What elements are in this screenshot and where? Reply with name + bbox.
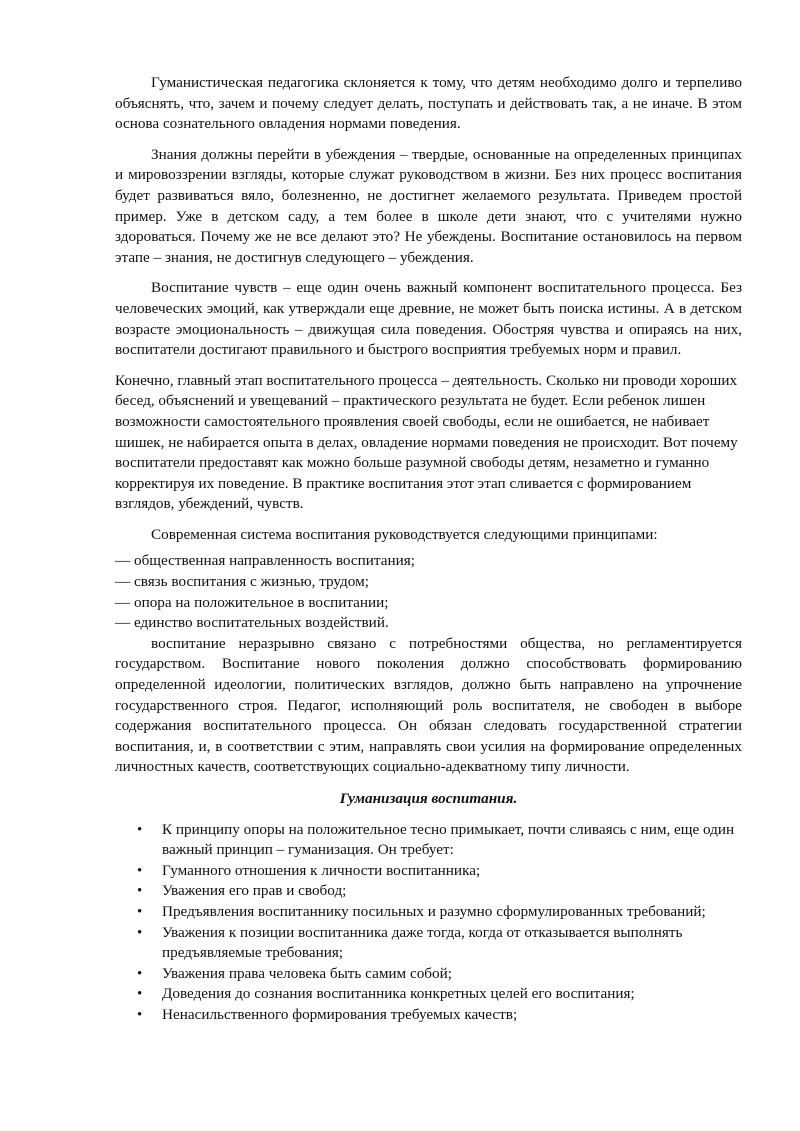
list-item bbox=[115, 820, 742, 861]
principles-intro: Современная система воспитания руководствуется следующими принципами: bbox=[151, 525, 658, 543]
list-item: — общественная направленность воспитания; bbox=[115, 552, 415, 570]
section-heading: Гуманизация воспитания. bbox=[339, 790, 518, 807]
list-item-text: Уважения права человека быть самим собой; bbox=[162, 964, 452, 982]
list-item bbox=[115, 964, 742, 985]
list-item: — единство воспитательных воздействий. bbox=[115, 614, 389, 632]
list-item bbox=[115, 902, 742, 923]
paragraph-humanistic-pedagogy: Гуманистическая педагогика склоняется к тому, что детям необходимо долго и терпеливо объяснять, что, зачем и почему следует делать, поступать и действовать так, а не иначе. В этом основа сознательного овладения нормами поведения. bbox=[115, 74, 742, 133]
bullet-icon: • bbox=[137, 924, 143, 941]
bullet-icon: • bbox=[137, 883, 143, 900]
list-item-text: Предъявления воспитаннику посильных и разумно сформулированных требований; bbox=[162, 902, 706, 920]
bullet-icon: • bbox=[137, 965, 143, 982]
bullet-icon: • bbox=[137, 821, 143, 838]
list-item-text: Ненасильственного формирования требуемых качеств; bbox=[162, 1005, 518, 1023]
paragraph-education-of-feelings: Воспитание чувств – еще один очень важный компонент воспитательного процесса. Без человеческих эмоций, как утверждали еще древние, не может быть поиска истины. А в детском возрасте эмоциональность – движущая сила поведения. Обостряя чувства и опираясь на них, воспитатели достигают правильного и быстрого восприятия требуемых норм и правил. bbox=[115, 279, 742, 359]
list-item bbox=[115, 881, 742, 902]
list-item bbox=[115, 923, 742, 964]
list-item bbox=[115, 861, 742, 882]
list-item bbox=[115, 1005, 742, 1026]
bullet-icon: • bbox=[137, 903, 143, 920]
list-item-text: Доведения до сознания воспитанника конкретных целей его воспитания; bbox=[162, 985, 635, 1003]
list-item-text: Гуманного отношения к личности воспитанника; bbox=[162, 861, 481, 879]
list-item: — опора на положительное в воспитании; bbox=[115, 593, 389, 611]
humanization-list bbox=[115, 820, 742, 1026]
list-item: — связь воспитания с жизнью, трудом; bbox=[115, 573, 369, 591]
list-item-text: Уважения к позиции воспитанника даже тогда, когда от отказывается выполнять предъявляемые требования; bbox=[162, 923, 683, 962]
list-item-text: К принципу опоры на положительное тесно примыкает, почти сливаясь с ним, еще один важный принцип – гуманизация. Он требует: bbox=[162, 820, 735, 859]
bullet-icon: • bbox=[137, 1006, 143, 1023]
list-item-text: Уважения его прав и свобод; bbox=[162, 882, 347, 900]
paragraph-knowledge-beliefs: Знания должны перейти в убеждения – твердые, основанные на определенных принципах и мировоззрении взгляды, которые служат руководством в жизни. Без них процесс воспитания будет развиваться вяло, болезненно, не достигнет желаемого результата. Приведем простой пример. Уже в детском саду, а тем более в школе дети знают, что с учителями нужно здороваться. Почему же не все делают это? Не убеждены. Воспитание остановилось на первом этапе – знания, не достигнув следующего – убеждения. bbox=[115, 145, 742, 266]
document-body bbox=[115, 73, 742, 1026]
list-item bbox=[115, 984, 742, 1005]
bullet-icon: • bbox=[137, 986, 143, 1003]
paragraph-activity: Конечно, главный этап воспитательного процесса – деятельность. Сколько ни проводи хороших бесед, объяснений и увещеваний – практического результата не будет. Если ребенок лишен возможности самостоятельного проявления своей свободы, если не ошибается, не набивает шишек, не набирается опыта в делах, овладение нормами поведения не происходит. Вот почему воспитатели предоставят как можно больше разумной свободы детям, незаметно и гуманно корректируя их поведение. В практике воспитания этот этап сливается с формированием взглядов, убеждений, чувств. bbox=[115, 371, 738, 513]
bullet-icon: • bbox=[137, 862, 143, 879]
principles-list bbox=[115, 551, 742, 633]
paragraph-state-regulation: воспитание неразрывно связано с потребностями общества, но регламентируется государством. Воспитание нового поколения должно способствовать формированию определенной идеологии, политических взглядов, должно быть направлено на упрочнение государственного строя. Педагог, исполняющий роль воспитателя, не свободен в выборе содержания воспитательного процесса. Он обязан следовать государственной стратегии воспитания, и, в соответствии с этим, направлять свои усилия на формирование определенных личностных качеств, соответствующих социально-адекватному типу личности. bbox=[115, 634, 742, 776]
